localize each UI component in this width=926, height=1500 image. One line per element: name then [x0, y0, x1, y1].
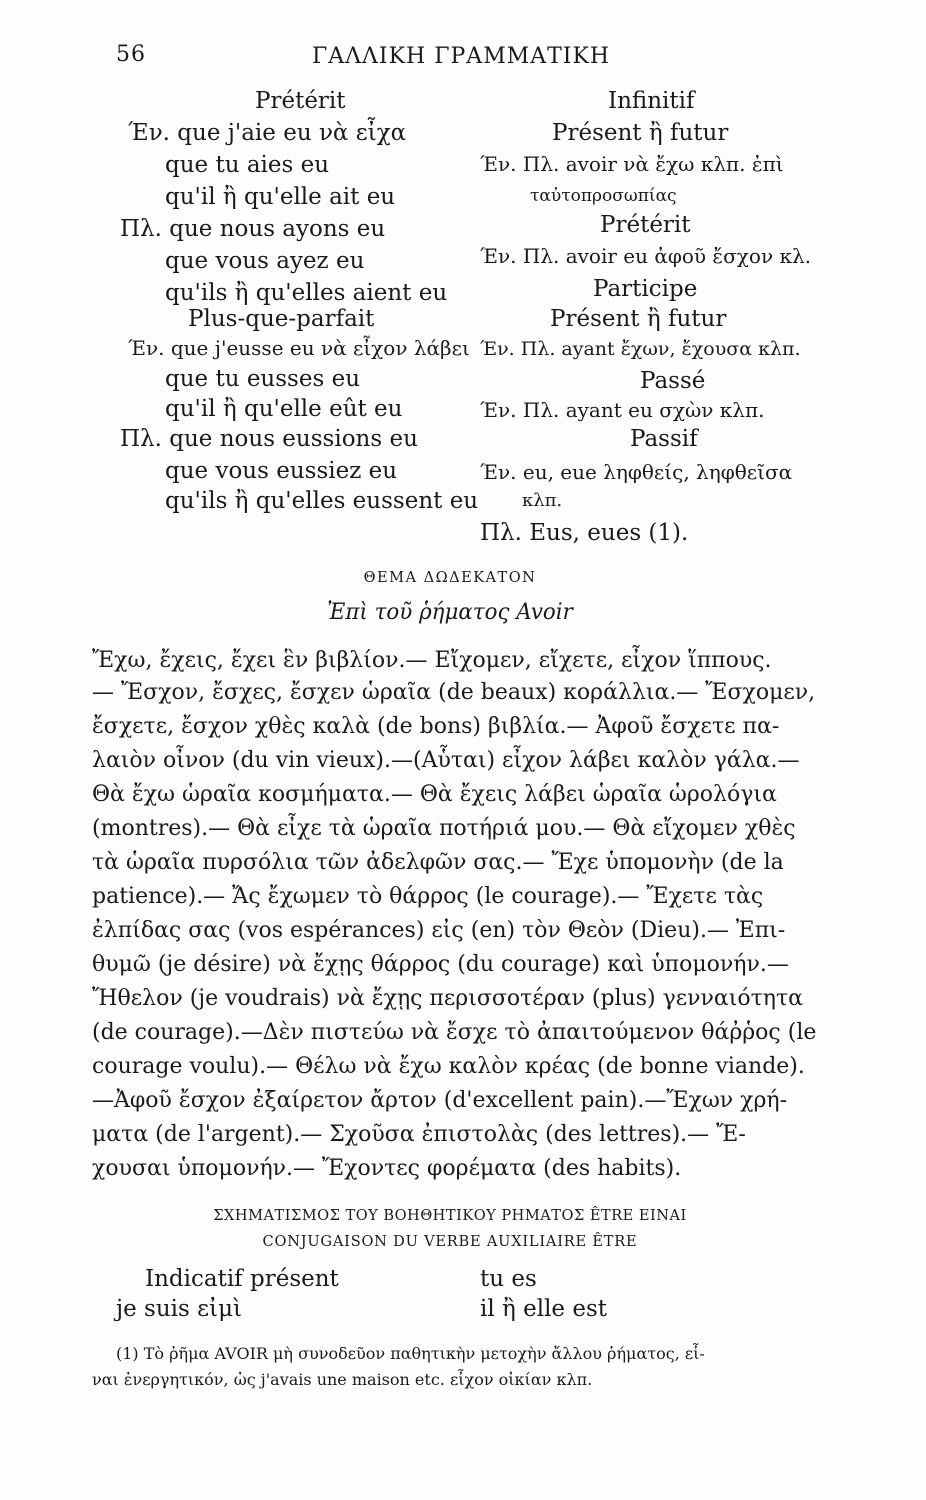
body-line: — Ἔσχον, ἔσχες, ἔσχεν ὡραῖα (de beaux) κοράλλια.— Ἔσχομεν,: [92, 680, 816, 705]
footnote-line: (1) Τὸ ῥῆμα AVOIR μὴ συνοδεῦον παθητικὴν μετοχὴν ἄλλου ῥήματος, εἶ-: [116, 1344, 705, 1363]
body-line: (de courage).—Δὲν πιστεύω νὰ ἔσχε τὸ ἀπαιτούμενον θάῤῥος (le: [92, 1020, 817, 1045]
right-line: ταὐτοπροσωπίας: [530, 186, 677, 206]
right-line: Présent ἢ futur: [552, 120, 729, 146]
right-line: Έν. Πλ. ayant eu σχὼν κλπ.: [480, 398, 765, 422]
body-line: (montres).— Θὰ εἶχε τὰ ὡραῖα ποτήριά μου.— Θὰ εἴχομεν χθὲς: [92, 816, 796, 841]
section-title-french: CONJUGAISON DU VERBE AUXILIAIRE ÊTRE: [262, 1232, 638, 1250]
left-line: qu'il ἢ qu'elle eût eu: [165, 396, 403, 422]
body-line: Ἔχω, ἔχεις, ἔχει ἓν βιβλίον.— Εἴχομεν, εἴχετε, εἶχον ἵππους.: [92, 648, 772, 673]
right-line: Prétérit: [600, 212, 691, 238]
section-title-greek: ΣΧΗΜΑΤΙΣΜΟΣ ΤΟΥ ΒΟΗΘΗΤΙΚΟΥ ΡΗΜΑΤΟΣ ÊTRE ΕΙΝΑΙ: [213, 1206, 687, 1224]
right-line: Passif: [630, 426, 698, 452]
left-line: qu'il ἢ qu'elle ait eu: [165, 184, 396, 210]
right-line: Έν. eu, eue ληφθείς, ληφθεῖσα: [480, 460, 793, 484]
body-line: λαιὸν οἶνον (du vin vieux).—(Αὗται) εἶχον λάβει καλὸν γάλα.—: [92, 748, 800, 773]
left-line: qu'ils ἢ qu'elles aient eu: [165, 280, 448, 306]
right-line: Πλ. Eus, eues (1).: [480, 520, 689, 546]
body-line: ἐλπίδας σας (vos espérances) εἰς (en) τὸν Θεὸν (Dieu).— Ἐπι-: [92, 918, 786, 943]
left-line: Έν. que j'aie eu νὰ εἶχα: [128, 120, 407, 146]
left-line: qu'ils ἢ qu'elles eussent eu: [165, 488, 479, 514]
body-line: θυμῶ (je désire) νὰ ἔχῃς θάρρος (du courage) καὶ ὑπομονήν.—: [92, 952, 789, 977]
left-line: que vous eussiez eu: [165, 458, 398, 484]
running-title: ΓΑΛΛΙΚΗ ΓΡΑΜΜΑΤΙΚΗ: [312, 44, 611, 69]
lesson-subtitle: Ἐπὶ τοῦ ῥήματος Avoir: [327, 600, 573, 625]
left-line: Prétérit: [255, 88, 346, 114]
left-line: Plus-que-parfait: [188, 306, 375, 332]
right-line: κλπ.: [522, 490, 563, 511]
right-line: Participe: [593, 276, 698, 302]
body-line: τὰ ὡραῖα πυρσόλια τῶν ἀδελφῶν σας.— Ἔχε ὑπομονὴν (de la: [92, 850, 784, 875]
right-line: Έν. Πλ. ayant ἔχων, ἔχουσα κλπ.: [480, 338, 801, 360]
body-line: —Ἀφοῦ ἔσχον ἐξαίρετον ἄρτον (d'excellent pain).—Ἔχων χρή-: [92, 1088, 788, 1113]
conjugation-line: tu es: [480, 1266, 537, 1292]
right-line: Infinitif: [608, 88, 695, 114]
right-line: Έν. Πλ. avoir eu ἀφοῦ ἔσχον κλ.: [480, 244, 812, 268]
body-line: patience).— Ἄς ἔχωμεν τὸ θάρρος (le courage).— Ἔχετε τὰς: [92, 884, 764, 909]
right-line: Présent ἢ futur: [550, 306, 727, 332]
right-line: Passé: [640, 368, 706, 394]
conjugation-line: je suis εἰμὶ: [116, 1296, 243, 1322]
left-line: que vous ayez eu: [165, 248, 365, 274]
body-line: courage voulu).— Θέλω νὰ ἔχω καλὸν κρέας (de bonne viande).: [92, 1054, 805, 1079]
body-line: Ἤθελον (je voudrais) νὰ ἔχῃς περισσοτέραν (plus) γενναιότητα: [92, 986, 803, 1011]
conjugation-line: il ἢ elle est: [480, 1296, 608, 1322]
left-line: que tu eusses eu: [165, 366, 361, 392]
indicatif-heading: Indicatif présent: [145, 1266, 339, 1292]
left-line: Πλ. que nous eussions eu: [120, 426, 418, 452]
body-line: ἔσχετε, ἔσχον χθὲς καλὰ (de bons) βιβλία.— Ἀφοῦ ἔσχετε πα-: [92, 714, 780, 739]
page-number: 56: [116, 42, 146, 67]
body-line: ματα (de l'argent).— Σχοῦσα ἐπιστολὰς (des lettres).— Ἔ-: [92, 1122, 746, 1147]
left-line: Πλ. que nous ayons eu: [120, 216, 386, 242]
left-line: Έν. que j'eusse eu νὰ εἶχον λάβει: [128, 336, 470, 360]
body-line: χουσαι ὑπομονήν.— Ἔχοντες φορέματα (des habits).: [92, 1156, 682, 1181]
left-line: que tu aies eu: [165, 152, 330, 178]
footnote-line: ναι ἐνεργητικόν, ὡς j'avais une maison etc. εἶχον οἰκίαν κλπ.: [92, 1370, 593, 1389]
lesson-title: ΘΕΜΑ ΔΩΔΕΚΑΤΟΝ: [363, 568, 537, 586]
body-line: Θὰ ἔχω ὡραῖα κοσμήματα.— Θὰ ἔχεις λάβει ὡραῖα ὡρολόγια: [92, 782, 777, 807]
right-line: Έν. Πλ. avoir νὰ ἔχω κλπ. ἐπὶ: [480, 152, 784, 176]
